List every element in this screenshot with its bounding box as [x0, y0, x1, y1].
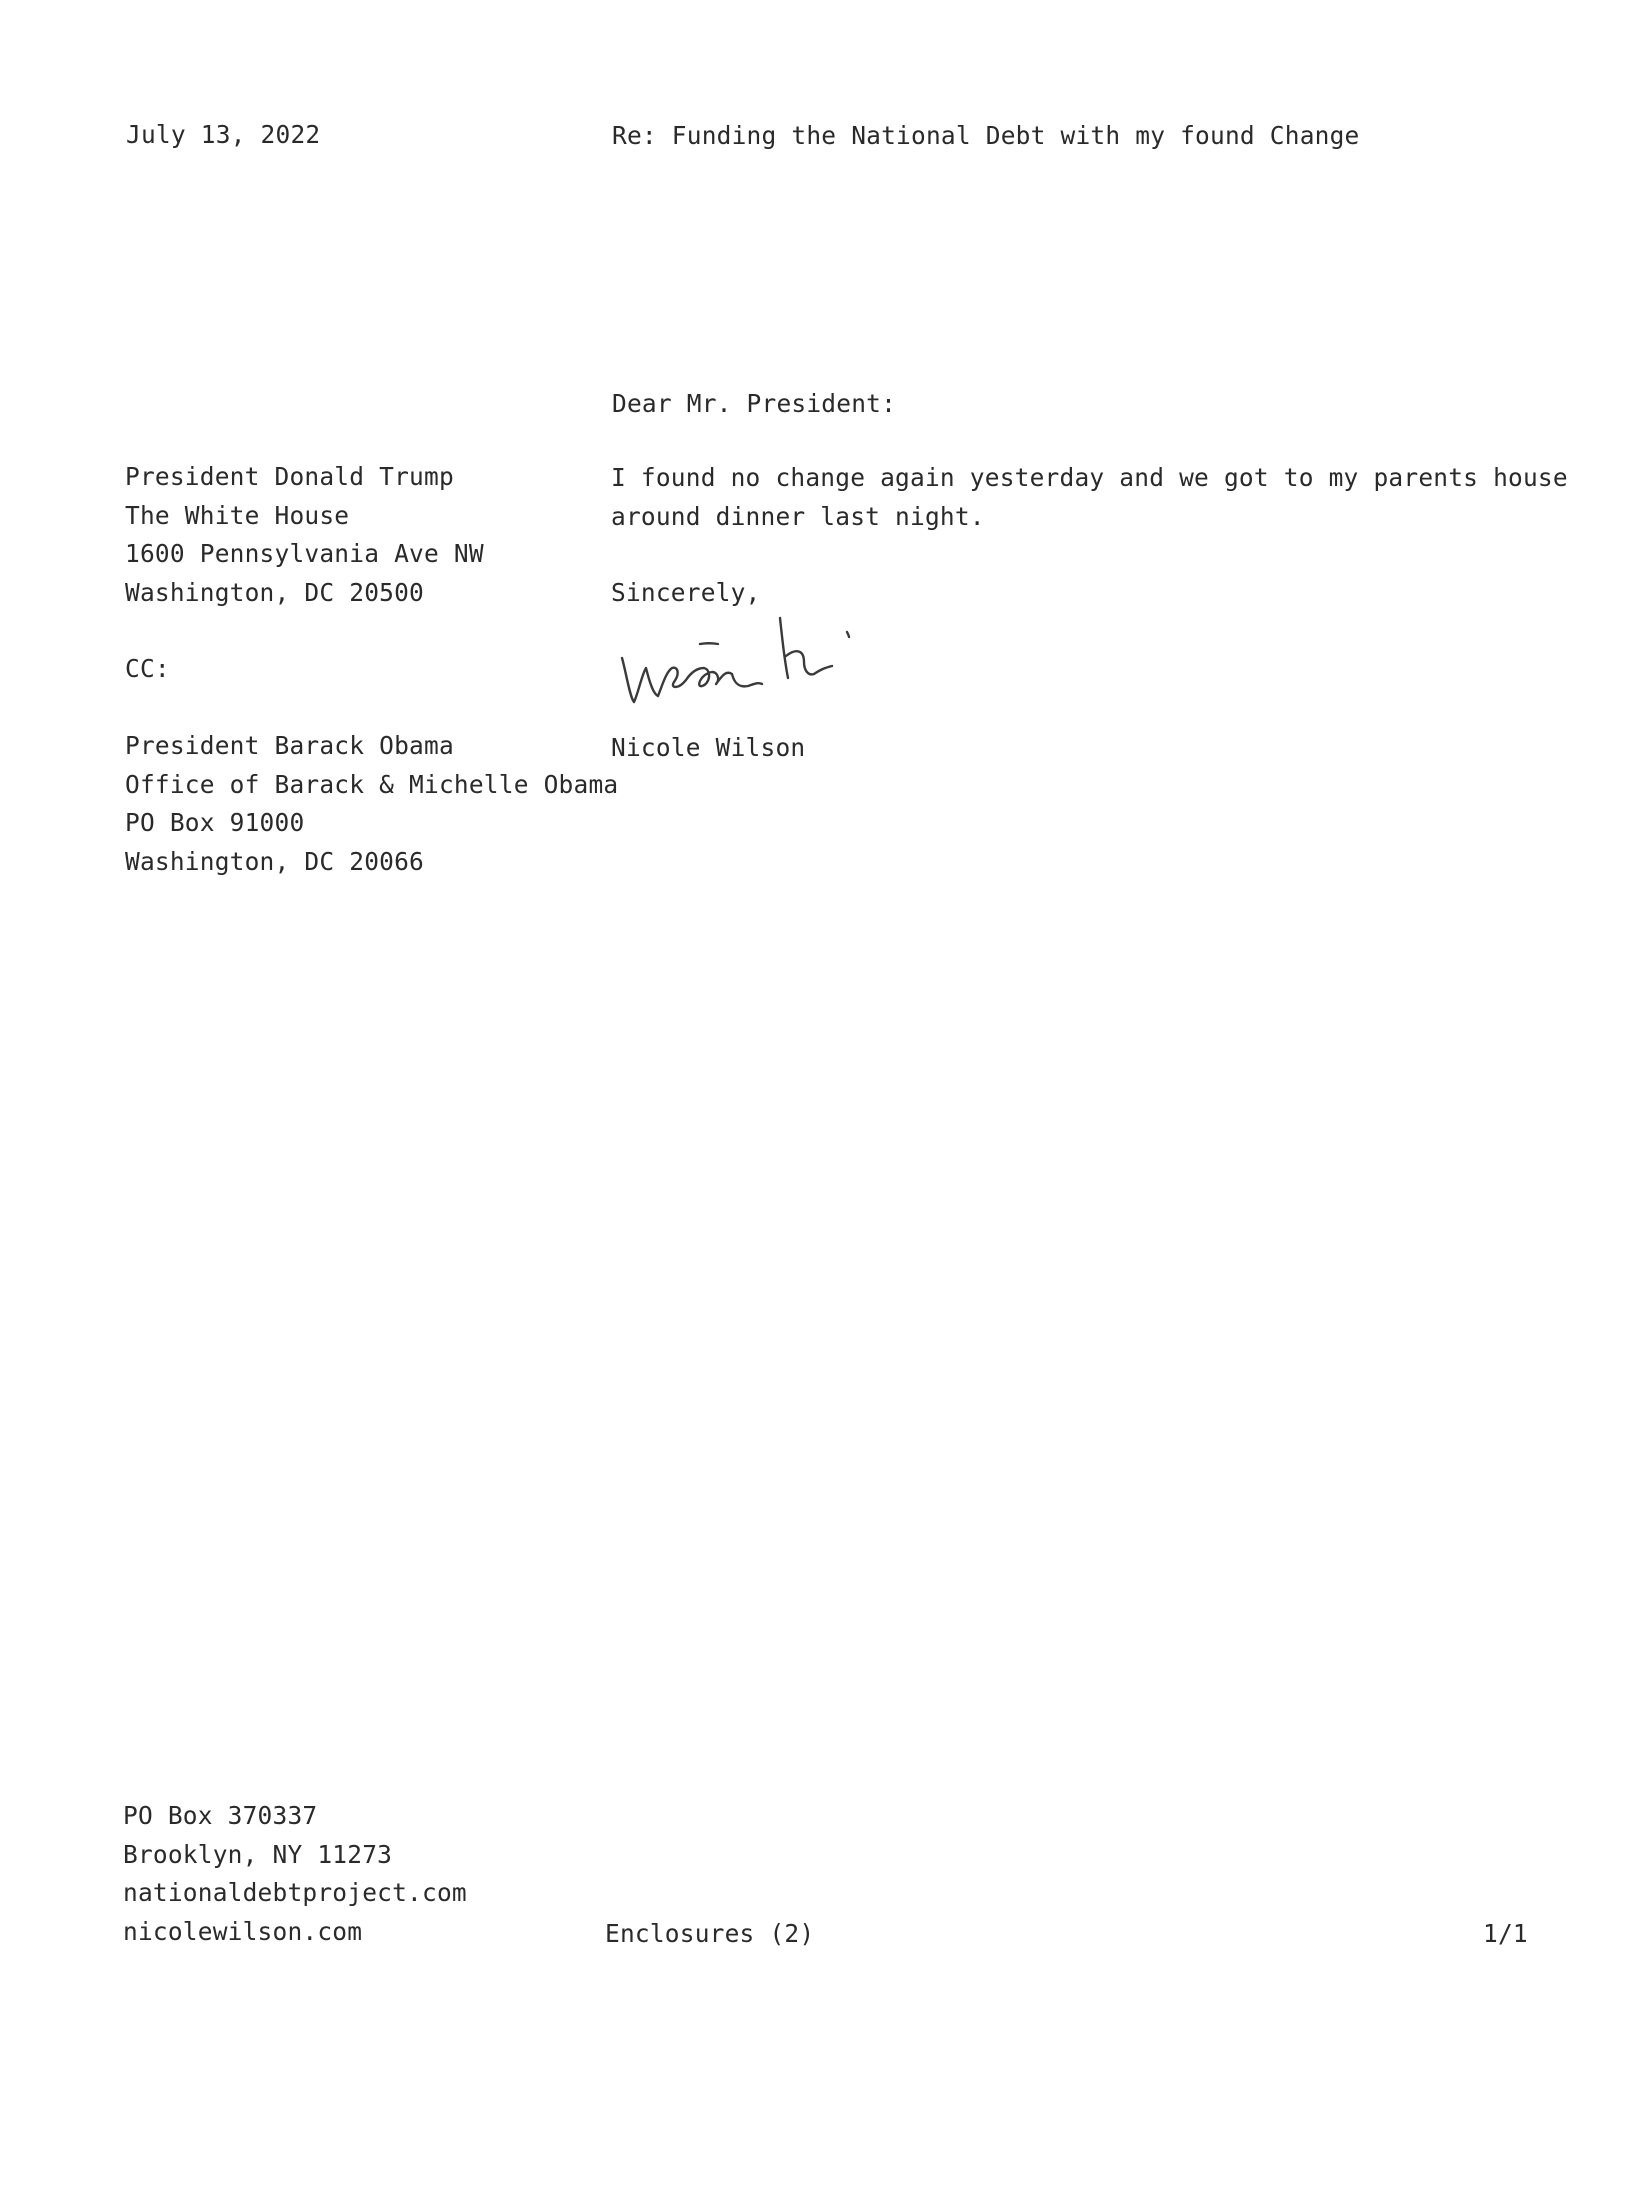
salutation: Dear Mr. President: [612, 389, 897, 418]
cc-recipient-organization: Office of Barack & Michelle Obama [125, 769, 619, 799]
body-line: I found no change again yesterday and we got to my parents house [611, 463, 1568, 492]
sender-website: nicolewilson.com [123, 1916, 363, 1946]
body-line: around dinner last night. [611, 501, 985, 531]
recipient-street: 1600 Pennsylvania Ave NW [125, 539, 484, 569]
signer-name: Nicole Wilson [611, 733, 806, 762]
letter-date: July 13, 2022 [126, 120, 321, 149]
letter-subject: Re: Funding the National Debt with my found Change [612, 121, 1360, 150]
enclosures-note: Enclosures (2) [605, 1919, 815, 1948]
recipient-address [125, 458, 484, 612]
handwritten-signature [608, 610, 928, 720]
recipient-name: President Donald Trump [125, 462, 454, 491]
recipient-city: Washington, DC 20500 [125, 577, 425, 607]
cc-recipient-city: Washington, DC 20066 [125, 846, 425, 876]
sender-city: Brooklyn, NY 11273 [123, 1839, 393, 1869]
page-number: 1/1 [1483, 1919, 1528, 1948]
recipient-organization: The White House [125, 500, 350, 530]
cc-recipient-po-box: PO Box 91000 [125, 808, 305, 838]
closing: Sincerely, [611, 578, 761, 607]
cc-label: CC: [125, 654, 170, 683]
sender-address [123, 1797, 467, 1951]
sender-website: nationaldebtproject.com [123, 1878, 467, 1908]
sender-po-box: PO Box 370337 [123, 1801, 318, 1830]
cc-recipient-name: President Barack Obama [125, 731, 454, 760]
cc-recipient-address [125, 727, 618, 881]
letter-body [611, 459, 1568, 536]
